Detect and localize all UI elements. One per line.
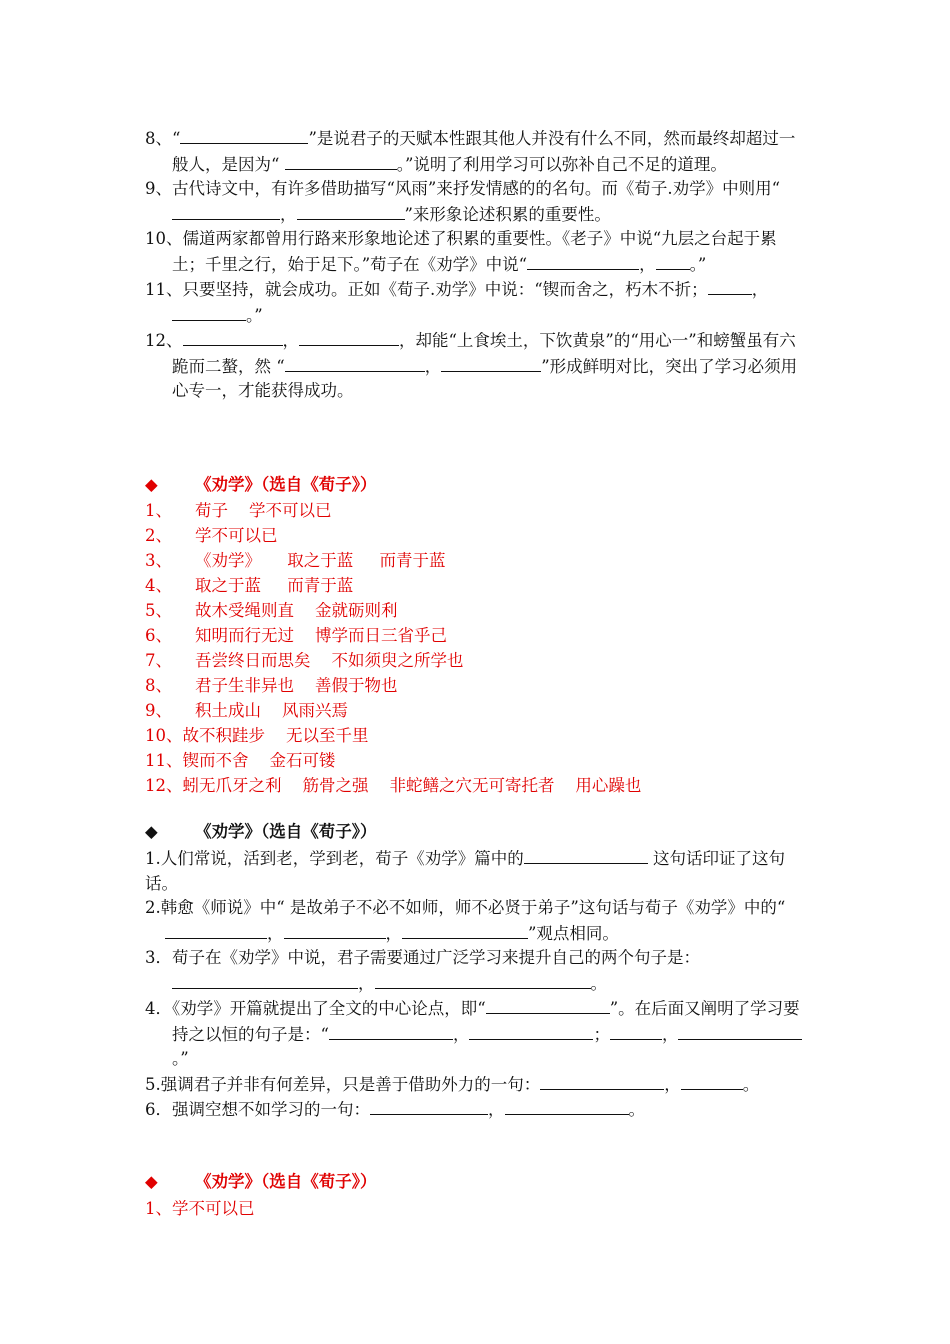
answer-item: 10、故不积跬步 无以至千里 (145, 726, 369, 745)
blank[interactable] (540, 1072, 664, 1090)
blank[interactable] (505, 1097, 629, 1115)
answer-item: 11、锲而不舍 金石可镂 (145, 751, 336, 770)
questions-section-a (145, 126, 807, 404)
section-header-1 (145, 473, 807, 498)
blank[interactable] (402, 921, 528, 939)
blank[interactable] (329, 1022, 453, 1040)
answer-item: 5、 故木受绳则直 金就砺则利 (145, 601, 398, 620)
question-b3: 3．荀子在《劝学》中说，君子需要通过广泛学习来提升自己的两个句子是：， 。 (145, 948, 700, 993)
blank[interactable] (172, 303, 246, 321)
answer-item: 6、 知明而行无过 博学而日三省乎己 (145, 626, 447, 645)
blank[interactable] (610, 1022, 662, 1040)
blank[interactable] (284, 921, 386, 939)
blank[interactable] (285, 354, 425, 372)
section-title: 《劝学》（选自《荀子》） (195, 475, 377, 494)
answer-item: 3、 《劝学》 取之于蓝 而青于蓝 (145, 551, 446, 570)
section-header-3 (145, 1170, 807, 1195)
answer-item: 4、 取之于蓝 而青于蓝 (145, 576, 354, 595)
blank[interactable] (441, 354, 541, 372)
blank[interactable] (656, 252, 690, 270)
answer-item: 8、 君子生非异也 善假于物也 (145, 676, 398, 695)
blank[interactable] (172, 202, 280, 220)
diamond-icon: ◆ (145, 1172, 158, 1191)
section-header-2 (145, 820, 807, 845)
question-b6: 6．强调空想不如学习的一句： ， 。 (145, 1097, 807, 1123)
diamond-icon: ◆ (145, 822, 158, 841)
blank[interactable] (165, 921, 267, 939)
question-12: 12、 ， ，却能“上食埃土，下饮黄泉”的“用心一”和螃蟹虽有六跪而二螯，然 “ ， ”形成鲜明对比，突出了学习必须用心专一，才能获得成功。 (145, 328, 807, 404)
blank[interactable] (681, 1072, 743, 1090)
question-9: 9、古代诗文中，有许多借助描写“风雨”来抒发情感的的名句。而《荀子.劝学》中则用“， ”来形象论述积累的重要性。 (145, 179, 781, 224)
blank[interactable] (524, 846, 648, 864)
question-10: 10、儒道两家都曾用行路来形象地论述了积累的重要性。《老子》中说“九层之台起于累土；千里之行，始于足下。”荀子在《劝学》中说“ ， 。” (145, 229, 777, 274)
answers-list-3 (145, 1196, 807, 1221)
answer-item: 1、学不可以已 (145, 1199, 255, 1218)
blank[interactable] (285, 152, 397, 170)
answer-item: 1、 荀子 学不可以已 (145, 501, 332, 520)
blank[interactable] (299, 328, 399, 346)
blank[interactable] (486, 996, 610, 1014)
blank[interactable] (375, 971, 591, 989)
diamond-icon: ◆ (145, 475, 158, 494)
blank[interactable] (370, 1097, 488, 1115)
blank[interactable] (183, 328, 283, 346)
section-title: 《劝学》（选自《荀子》） (195, 1172, 377, 1191)
question-11: 11、只要坚持，就会成功。正如《荀子.劝学》中说：“锲而舍之，朽木不折； ，。” (145, 277, 807, 328)
answer-item: 7、 吾尝终日而思矣 不如须臾之所学也 (145, 651, 464, 670)
answer-item: 9、 积土成山 风雨兴焉 (145, 701, 348, 720)
blank[interactable] (527, 252, 639, 270)
blank[interactable] (297, 202, 405, 220)
blank[interactable] (469, 1022, 593, 1040)
question-b4: 4．《劝学》开篇就提出了全文的中心论点，即“ ”。在后面又阐明了学习要持之以恒的句子是：“ ， ； ，。” (145, 996, 807, 1072)
section-title: 《劝学》（选自《荀子》） (195, 822, 377, 841)
blank[interactable] (708, 277, 752, 295)
questions-section-b (145, 846, 807, 1123)
answer-item: 2、 学不可以已 (145, 526, 278, 545)
blank[interactable] (678, 1022, 802, 1040)
question-8: 8、“ ”是说君子的天赋本性跟其他人并没有什么不同，然而最终却超过一般人，是因为“ 。”说明了利用学习可以弥补自己不足的道理。 (145, 126, 807, 177)
answers-list-1 (145, 498, 807, 798)
question-b5: 5.强调君子并非有何差异，只是善于借助外力的一句： ， 。 (145, 1072, 807, 1098)
answer-item: 12、蚓无爪牙之利 筋骨之强 非蛇鳝之穴无可寄托者 用心躁也 (145, 776, 642, 795)
question-b1: 1.人们常说，活到老，学到老，荀子《劝学》篇中的 这句话印证了这句话。 (145, 846, 807, 896)
blank[interactable] (172, 971, 358, 989)
question-b2: 2.韩愈《师说》中“ 是故弟子不必不如师，师不必贤于弟子”这句话与荀子《劝学》中的“， ， ”观点相同。 (145, 898, 786, 943)
blank[interactable] (180, 126, 308, 144)
